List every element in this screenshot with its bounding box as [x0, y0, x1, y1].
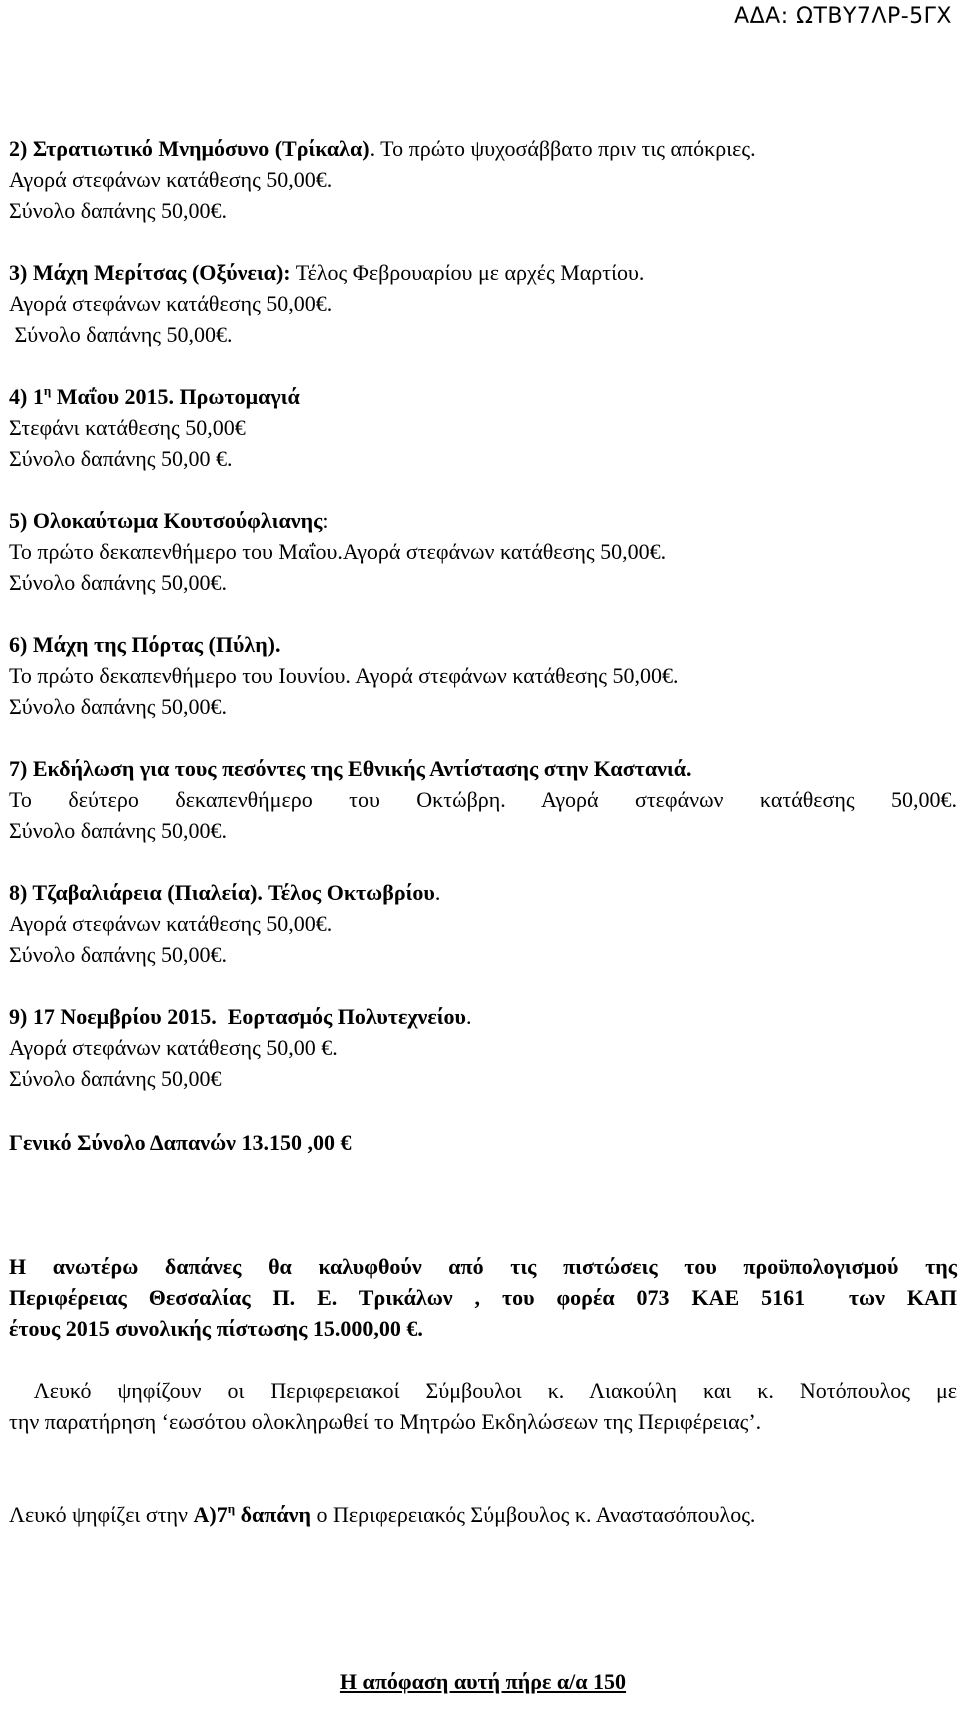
item-heading: 5) Ολοκαύτωμα Κουτσούφλιανης [9, 508, 323, 533]
item-total: Σύνολο δαπάνης 50,00€. [9, 942, 228, 967]
item-heading-rest: : [322, 508, 329, 533]
item-total: Σύνολο δαπάνης 50,00€ [9, 1066, 222, 1091]
funding-line: Η ανωτέρω δαπάνες θα καλυφθούν από τις πιστώσεις του προϋπολογισμού της [9, 1254, 957, 1279]
decision-number: Η απόφαση αυτή πήρε α/α 150 [339, 1669, 627, 1694]
item-heading: 3) Μάχη Μερίτσας (Οξύνεια): [9, 260, 291, 285]
expense-item-9 [9, 1001, 960, 1094]
item-detail: Το δεύτερο δεκαπενθήμερο του Οκτώβρη. Αγορά στεφάνων κατάθεσης 50,00€. [9, 787, 957, 812]
item-total: Σύνολο δαπάνης 50,00€. [9, 198, 228, 223]
abstain-text: Λευκό ψηφίζει στην [9, 1502, 194, 1527]
funding-line: Περιφέρειας Θεσσαλίας Π. Ε. Τρικάλων , του φορέα 073 ΚΑΕ 5161 των ΚΑΠ [9, 1285, 957, 1310]
funding-paragraph [9, 1251, 960, 1344]
abstain-item-label: δαπάνη [235, 1502, 311, 1527]
ordinal-superscript: η [43, 383, 52, 398]
expense-item-5 [9, 505, 960, 598]
document-body [9, 133, 960, 1697]
item-heading: 6) Μάχη της Πόρτας (Πύλη). [9, 632, 281, 657]
expense-item-4 [9, 381, 960, 474]
expense-item-2 [9, 133, 960, 226]
item-heading-rest: Μαΐου 2015. Πρωτομαγιά [51, 384, 300, 409]
item-heading: 7) Εκδήλωση για τους πεσόντες της Εθνικής Αντίστασης στην Καστανιά. [9, 756, 692, 781]
vote-line: την παρατήρηση ‘εωσότου ολοκληρωθεί το Μητρώο Εκδηλώσεων της Περιφέρειας’. [9, 1409, 762, 1434]
item-heading-rest: Τέλος Φεβρουαρίου με αρχές Μαρτίου. [290, 260, 645, 285]
expense-item-8 [9, 877, 960, 970]
item-total: Σύνολο δαπάνης 50,00 €. [9, 446, 233, 471]
item-detail: Στεφάνι κατάθεσης 50,00€ [9, 415, 246, 440]
expense-item-3 [9, 257, 960, 350]
vote-paragraph [9, 1375, 960, 1437]
abstain-text-rest: ο Περιφερειακός Σύμβουλος κ. Αναστασόπουλος. [310, 1502, 756, 1527]
item-detail: Αγορά στεφάνων κατάθεσης 50,00€. [9, 291, 333, 316]
expense-item-7 [9, 753, 960, 846]
item-detail: Το πρώτο δεκαπενθήμερο του Ιουνίου. Αγορά στεφάνων κατάθεσης 50,00€. [9, 663, 679, 688]
ordinal-superscript: η [227, 1501, 236, 1516]
item-heading-rest: . [465, 1004, 472, 1029]
abstain-item: Α)7 [193, 1502, 228, 1527]
funding-line: έτους 2015 συνολικής πίστωσης 15.000,00 €. [9, 1316, 423, 1341]
vote-line: Λευκό ψηφίζουν οι Περιφερειακοί Σύμβουλοι κ. Λιακούλη και κ. Νοτόπουλος με [9, 1378, 957, 1403]
item-heading: 4) 1 [9, 384, 44, 409]
item-heading: 9) 17 Νοεμβρίου 2015. Εορτασμός Πολυτεχνείου [9, 1004, 466, 1029]
item-total: Σύνολο δαπάνης 50,00€. [9, 818, 228, 843]
item-heading-rest: . [434, 880, 441, 905]
item-detail: Αγορά στεφάνων κατάθεσης 50,00€. [9, 167, 333, 192]
item-heading-rest: . Το πρώτο ψυχοσάββατο πριν τις απόκριες. [369, 136, 756, 161]
expense-item-6 [9, 629, 960, 722]
item-detail: Το πρώτο δεκαπενθήμερο του Μαΐου.Αγορά στεφάνων κατάθεσης 50,00€. [9, 539, 667, 564]
item-total: Σύνολο δαπάνης 50,00€. [9, 694, 228, 719]
abstain-paragraph [9, 1499, 960, 1530]
item-heading: 8) Τζαβαλιάρεια (Πιαλεία). Τέλος Οκτωβρίου [9, 880, 435, 905]
grand-total: Γενικό Σύνολο Δαπανών 13.150 ,00 € [9, 1130, 352, 1155]
item-total: Σύνολο δαπάνης 50,00€. [9, 322, 233, 347]
item-total: Σύνολο δαπάνης 50,00€. [9, 570, 228, 595]
ada-header: ΑΔΑ: ΩΤΒΥ7ΛΡ-5ΓΧ [734, 4, 952, 29]
item-detail: Αγορά στεφάνων κατάθεσης 50,00€. [9, 911, 333, 936]
item-detail: Αγορά στεφάνων κατάθεσης 50,00 €. [9, 1035, 338, 1060]
item-heading: 2) Στρατιωτικό Μνημόσυνο (Τρίκαλα) [9, 136, 370, 161]
